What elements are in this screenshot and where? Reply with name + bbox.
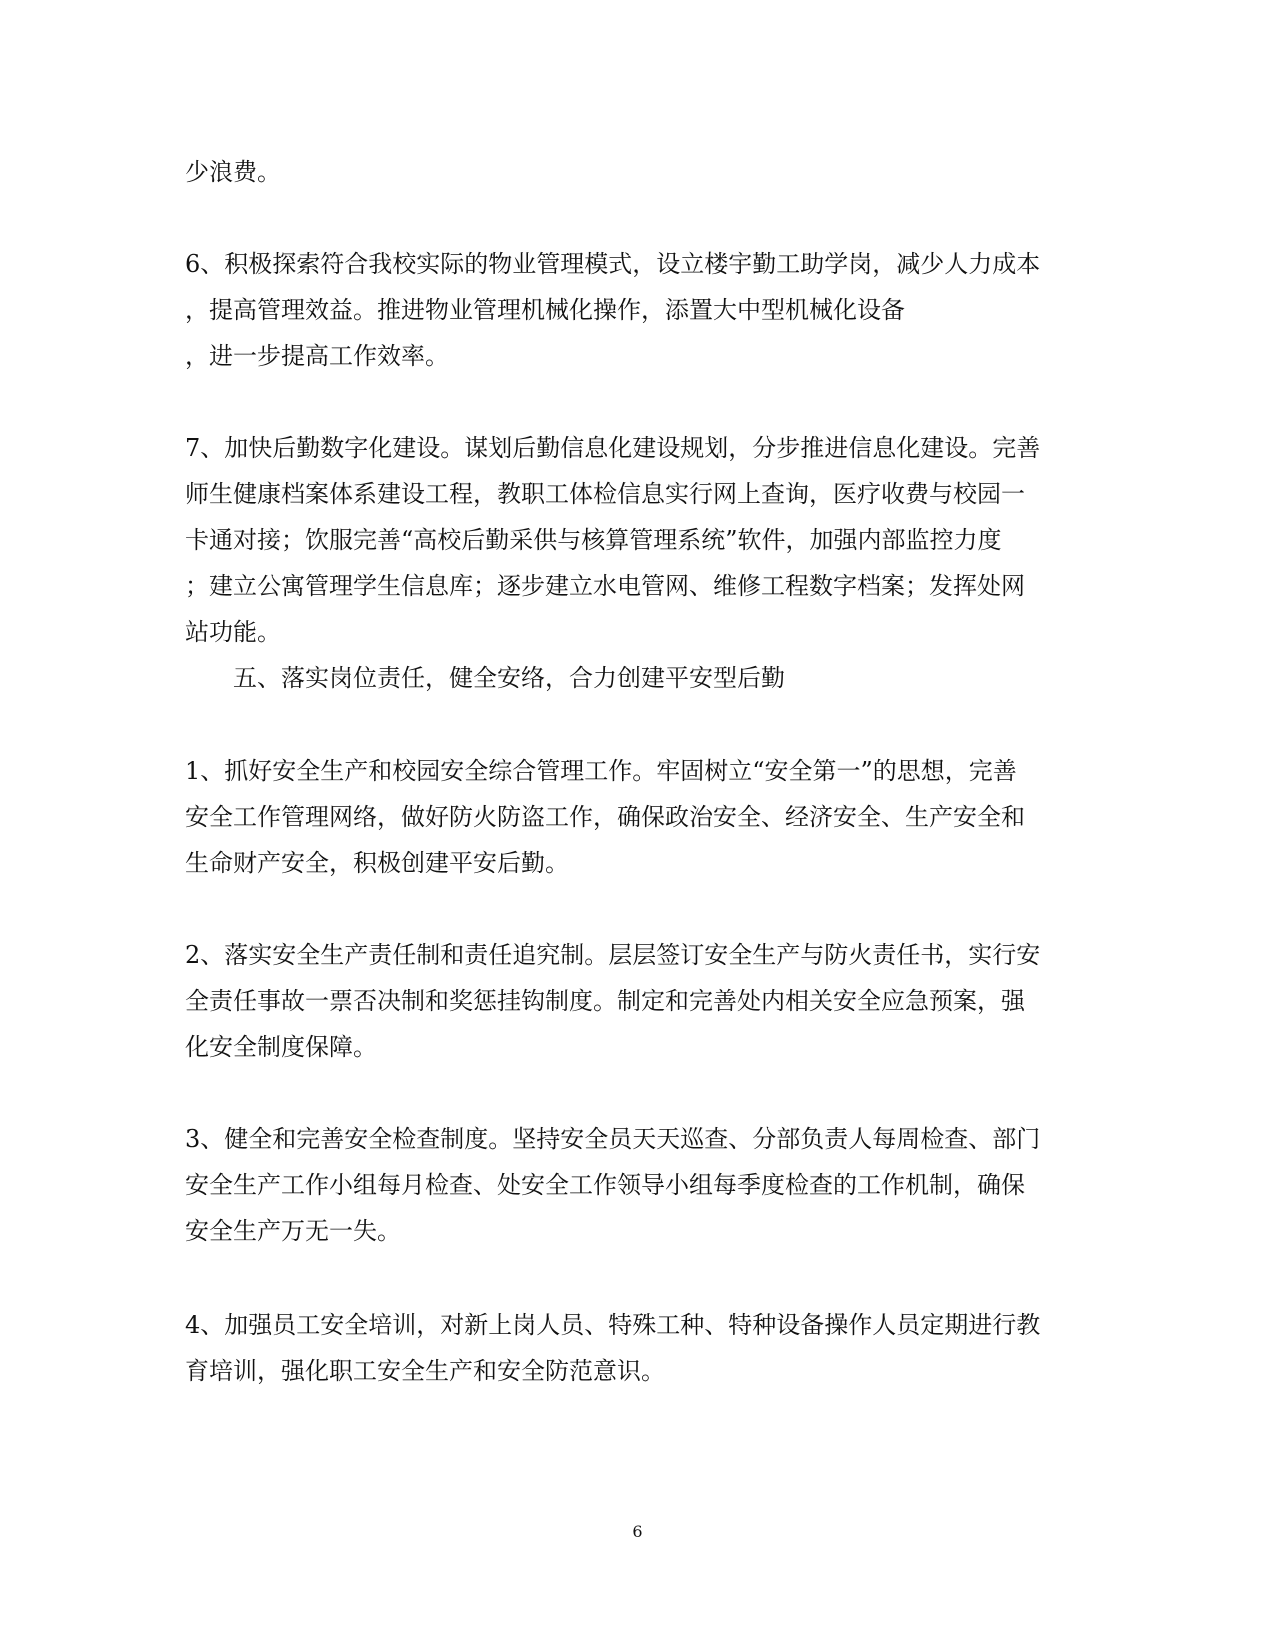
text-line: 师生健康档案体系建设工程，教职工体检信息实行网上查询，医疗收费与校园一: [185, 480, 1025, 508]
text-line: 6、积极探索符合我校实际的物业管理模式，设立楼宇勤工助学岗，减少人力成本: [185, 250, 1041, 278]
text-line: ；建立公寓管理学生信息库；逐步建立水电管网、维修工程数字档案；发挥处网: [185, 572, 1025, 600]
text-line: 全责任事故一票否决制和奖惩挂钩制度。制定和完善处内相关安全应急预案，强: [185, 987, 1025, 1015]
text-line: 少浪费。: [185, 158, 281, 186]
text-line: 1、抓好安全生产和校园安全综合管理工作。牢固树立“安全第一”的思想，完善: [185, 757, 1017, 785]
text-line: 卡通对接；饮服完善“高校后勤采供与核算管理系统”软件，加强内部监控力度: [185, 526, 1002, 554]
text-line: ，提高管理效益。推进物业管理机械化操作，添置大中型机械化设备: [185, 296, 905, 324]
text-line: 站功能。: [185, 618, 281, 646]
text-line: 安全生产工作小组每月检查、处安全工作领导小组每季度检查的工作机制，确保: [185, 1171, 1025, 1199]
text-line: 安全工作管理网络，做好防火防盗工作，确保政治安全、经济安全、生产安全和: [185, 803, 1025, 831]
text-line: 生命财产安全，积极创建平安后勤。: [185, 849, 569, 877]
section-heading: 五、落实岗位责任，健全安络，合力创建平安型后勤: [233, 664, 785, 692]
text-line: 育培训，强化职工安全生产和安全防范意识。: [185, 1357, 665, 1385]
text-line: 安全生产万无一失。: [185, 1217, 401, 1245]
text-line: 2、落实安全生产责任制和责任追究制。层层签订安全生产与防火责任书，实行安: [185, 941, 1041, 969]
text-line: 7、加快后勤数字化建设。谋划后勤信息化建设规划，分步推进信息化建设。完善: [185, 434, 1041, 462]
text-line: 化安全制度保障。: [185, 1033, 377, 1061]
text-line: ，进一步提高工作效率。: [185, 342, 449, 370]
page-number: 6: [632, 1522, 643, 1541]
text-line: 3、健全和完善安全检查制度。坚持安全员天天巡查、分部负责人每周检查、部门: [185, 1125, 1041, 1153]
text-line: 4、加强员工安全培训，对新上岗人员、特殊工种、特种设备操作人员定期进行教: [185, 1311, 1041, 1339]
